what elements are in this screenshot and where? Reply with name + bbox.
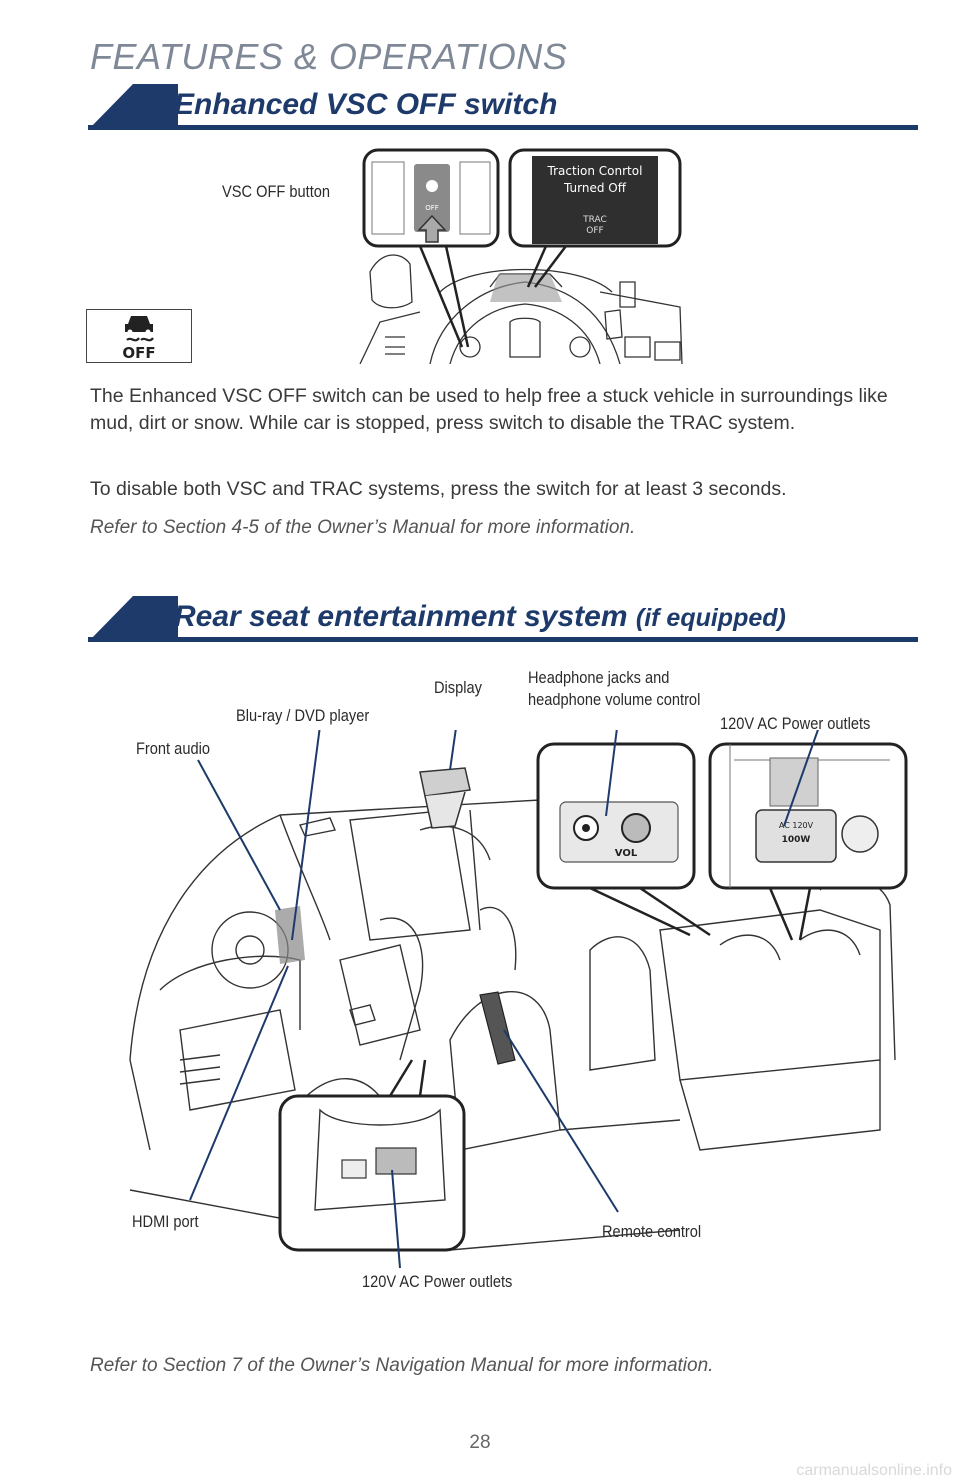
interior-illustration — [120, 730, 910, 1270]
vsc-paragraph-1: The Enhanced VSC OFF switch can be used to help free a stuck vehicle in surroundings like mud, dirt or snow. While car is stopped, press switch to disable the TRAC system. — [90, 385, 888, 434]
page-number: 28 — [469, 1432, 491, 1453]
header-tab-shape — [88, 84, 178, 130]
vol-label: VOL — [614, 848, 638, 859]
vsc-refer-note: Refer to Section 4-5 of the Owner’s Manual for more information. — [90, 517, 636, 538]
outlet-label-voltage: AC 120V — [778, 821, 814, 830]
header-rule — [88, 637, 918, 642]
callout-headphone-line1: Headphone jacks and — [528, 668, 670, 687]
vsc-heading: Enhanced VSC OFF switch — [174, 88, 558, 121]
page-section-title: FEATURES & OPERATIONS — [90, 36, 568, 77]
header-tab-shape — [88, 596, 178, 642]
rse-refer-note: Refer to Section 7 of the Owner’s Navigation Manual for more information. — [90, 1355, 714, 1376]
callout-remote: Remote control — [602, 1222, 702, 1241]
outlet-label-wattage: 100W — [781, 835, 811, 845]
vsc-off-button-callout: VSC OFF button — [222, 182, 331, 201]
vsc-paragraph-2: To disable both VSC and TRAC systems, press the switch for at least 3 seconds. — [90, 478, 787, 500]
footer-watermark: carmanualsonline.info — [796, 1462, 952, 1479]
vsc-off-indicator — [86, 309, 192, 363]
svg-text:OFF: OFF — [425, 204, 439, 212]
rse-heading-main: Rear seat entertainment system — [174, 600, 628, 633]
callout-front-audio: Front audio — [136, 739, 210, 758]
vsc-section-header — [88, 84, 918, 130]
screen-title-line1: Traction Conrtol — [547, 164, 643, 178]
dashboard-illustration — [350, 142, 690, 364]
header-rule — [88, 125, 918, 130]
callout-headphone-line2: headphone volume control — [528, 690, 701, 709]
callout-hdmi: HDMI port — [132, 1212, 199, 1231]
screen-title-line2: Turned Off — [564, 181, 626, 195]
rse-section-header — [88, 596, 918, 642]
rse-heading — [174, 600, 786, 634]
screen-trac-line2: OFF — [586, 226, 604, 236]
skid-car-icon — [87, 310, 191, 362]
screen-trac-line1: TRAC — [583, 215, 607, 225]
off-badge-label: OFF — [122, 344, 156, 362]
callout-bluray: Blu-ray / DVD player — [236, 706, 370, 725]
rse-heading-sub: (if equipped) — [635, 604, 786, 632]
callout-display: Display — [434, 678, 482, 697]
callout-ac-outlets-bottom: 120V AC Power outlets — [362, 1272, 513, 1291]
callout-ac-outlets-top: 120V AC Power outlets — [720, 714, 871, 733]
